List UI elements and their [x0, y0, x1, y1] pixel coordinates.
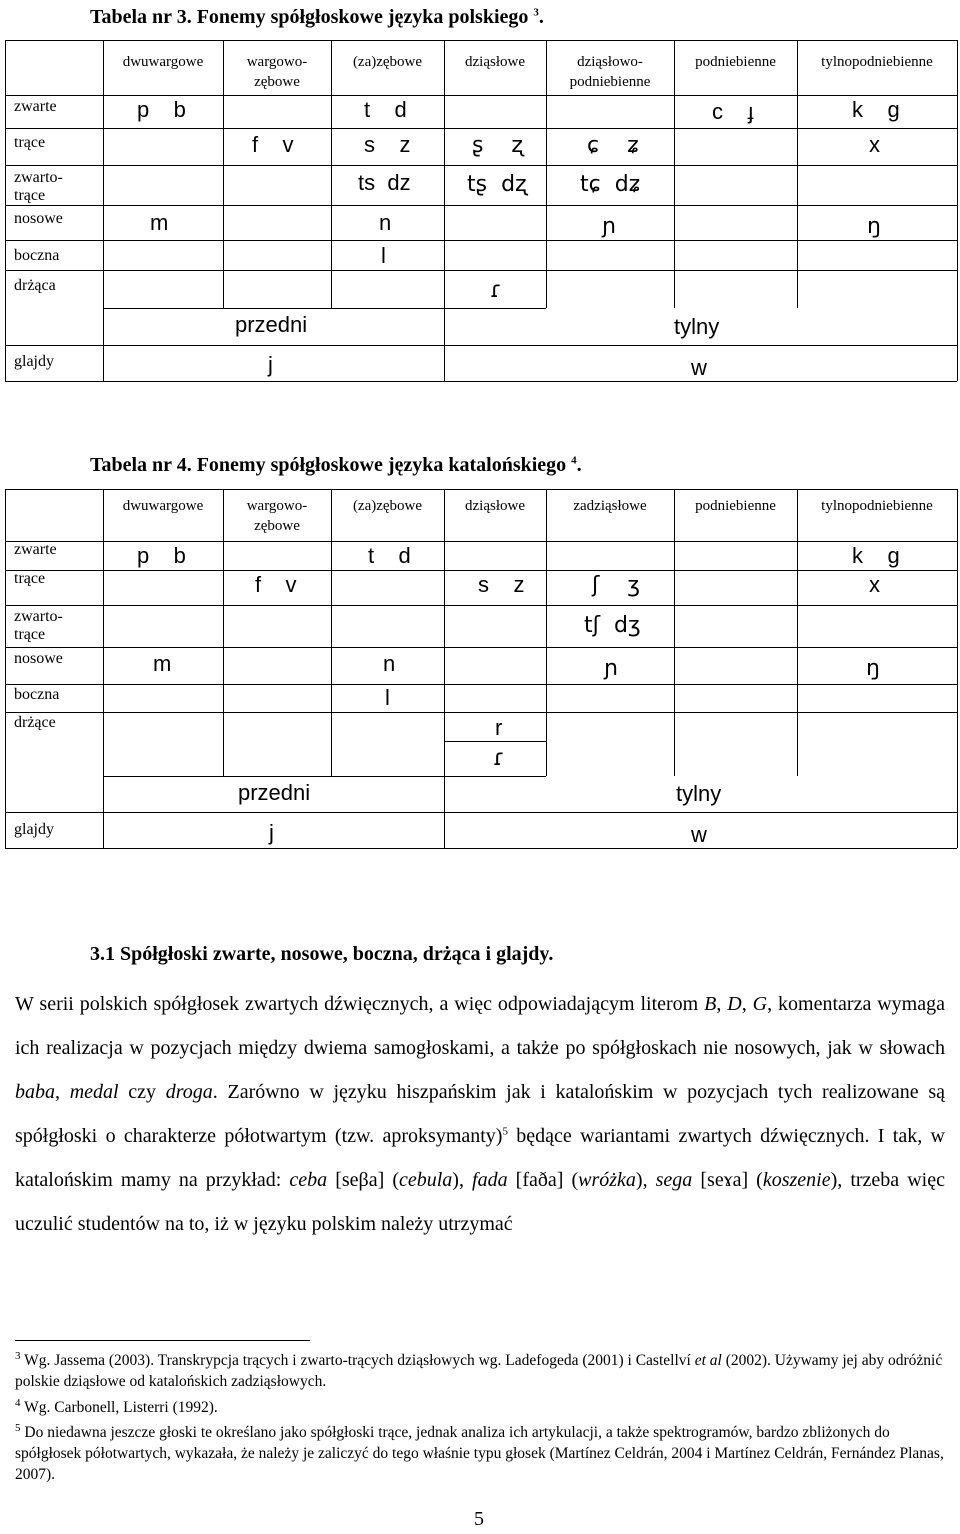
t4-boczna-dental: l — [385, 685, 390, 710]
t3-trace-velar: x — [869, 132, 880, 157]
t3-zt-dental: ts dz — [358, 170, 411, 195]
t3-row-zwartotrace: zwarto- trące — [14, 169, 63, 204]
t4-trace-labiodental: f v — [255, 572, 297, 597]
t4-row-zwartotrace: zwarto- trące — [14, 608, 63, 643]
t3-zwarte-velar: k g — [852, 97, 900, 122]
t3-zwarte-dental: t d — [364, 97, 407, 122]
t3-glajdy-back: w — [691, 355, 707, 380]
t3-row-drzaca: drżąca — [14, 277, 56, 294]
t4-nosowe-bilabial: m — [153, 651, 172, 676]
t3-col-dziaslowopodniebienne: dziąsłowo- podniebienne — [569, 54, 651, 90]
footnote-3: $^3$ Wg. Jassema (2003). Transkrypcja trących i zwarto-trących dziąsłowych wg. Ladefogeda (2001) i Castellví et al (2002). Używamy jej aby odróżnić polskie dziąsłowe od katalońskich zadziąsłowych. — [15, 1349, 943, 1390]
t3-nosowe-dental: n — [379, 210, 392, 235]
t3-glajdy-front: j — [268, 352, 273, 377]
t4-row-trace: trące — [14, 570, 46, 587]
t4-przedni: przedni — [238, 780, 311, 805]
t3-row-zwarte: zwarte — [14, 98, 57, 115]
t3-zt-alveolopalatal: tɕ dʑ — [580, 172, 641, 197]
t4-glajdy-front: j — [269, 820, 274, 845]
t4-col-wargowozebowe: wargowo- zębowe — [246, 498, 308, 534]
t4-glajdy-back: w — [691, 822, 707, 847]
table3-caption: Tabela nr 3. Fonemy spółgłoskowe języka polskiego $^3$. — [90, 6, 544, 28]
t3-trace-dental: s z — [364, 132, 411, 157]
t4-row-glajdy: glajdy — [14, 821, 54, 838]
page-number: 5 — [474, 1508, 484, 1530]
footnote-4: $^4$ Wg. Carbonell, Listerri (1992). — [15, 1396, 218, 1416]
t3-boczna-dental: l — [381, 243, 386, 268]
footnote-ref-4[interactable]: 4 — [571, 454, 577, 467]
footnote-ref-5[interactable]: 5 — [502, 1125, 508, 1138]
t3-row-trace: trące — [14, 134, 46, 151]
t4-col-tylnopodniebienne: tylnopodniebienne — [821, 498, 933, 514]
t4-row-boczna: boczna — [14, 686, 60, 703]
section-heading: 3.1 Spółgłoski zwarte, nosowe, boczna, drżąca i glajdy. — [90, 943, 554, 965]
t4-trace-velar: x — [869, 572, 880, 597]
t3-col-wargowozebowe: wargowo- zębowe — [246, 54, 308, 90]
t3-tylny: tylny — [674, 314, 720, 339]
t4-row-zwarte: zwarte — [14, 541, 57, 558]
t4-trace-postalveolar: ʃ ʒ — [592, 573, 641, 598]
t3-nosowe-palatal: ɲ — [602, 214, 617, 239]
t4-drzace-trill: r — [495, 715, 503, 740]
body-paragraph: W serii polskich spółgłosek zwartych dźwięcznych, a więc odpowiadającym literom B, D, G, komentarza wymaga ich realizacja w pozycjach między dwiema samogłoskami, a także po spółgłoskach nie nosowych, jak w słowach baba, medal czy droga. Zarówno w języku hiszpańskim jak i katalońskim w pozycjach tych realizowane są spółgłoski o charakterze półotwartym (tzw. aproksymanty)$^5$ będące wariantami zwartych dźwięcznych. I tak, w katalońskim mamy na przykład: ceba [seβa] (cebula), fada [faða] (wróżka), sega [seɤa] (koszenie), trzeba więc uczulić studentów na to, iż w języku polskim należy utrzymać — [15, 993, 945, 1235]
t4-trace-alveolar: s z — [478, 572, 525, 597]
t4-col-dwuwargowe: dwuwargowe — [122, 498, 204, 514]
t3-przedni: przedni — [235, 312, 308, 337]
t4-nosowe-velar: ŋ — [866, 656, 880, 681]
t3-trace-alveolopalatal: ɕ ʑ — [587, 133, 639, 158]
footnote-5: $^5$ Do niedawna jeszcze głoski te określano jako spółgłoski trące, jednak analiza ich artykulacji, a także spektrogramów, bardzo zbliżonych do spółgłosek półotwartych, wykazała, że należy je zaliczyć do tego właśnie typu głosek (Martínez Celdrán, 2004 i Martínez Celdrán, Fernández Planas, 2007). — [15, 1421, 944, 1483]
t4-col-podniebienne: podniebienne — [695, 498, 776, 514]
t3-trace-alveolar: ʂ ʐ — [472, 133, 523, 158]
t4-nosowe-dental: n — [383, 651, 396, 676]
t3-nosowe-bilabial: m — [150, 210, 169, 235]
t4-row-drzace: drżące — [14, 714, 56, 731]
t4-nosowe-palatal: ɲ — [604, 656, 619, 681]
t3-col-podniebienne: podniebienne — [695, 54, 776, 70]
t3-zt-alveolar: tʂ dʐ — [467, 172, 527, 197]
t4-row-nosowe: nosowe — [14, 650, 63, 667]
t3-col-zazebowe: (za)zębowe — [352, 54, 423, 70]
t3-zwarte-palatal: c ɟ — [712, 99, 754, 124]
footnote-separator — [15, 1340, 310, 1341]
t4-col-zazebowe: (za)zębowe — [352, 498, 423, 514]
t4-tylny: tylny — [676, 781, 722, 806]
t3-col-dwuwargowe: dwuwargowe — [122, 54, 204, 70]
table4-caption: Tabela nr 4. Fonemy spółgłoskowe języka katalońskiego $^4$. — [90, 454, 582, 476]
t4-col-zadziaslowe: zadziąsłowe — [573, 498, 647, 514]
t3-col-dziaslowe: dziąsłowe — [465, 54, 525, 70]
t3-col-tylnopodniebienne: tylnopodniebienne — [821, 54, 933, 70]
t3-row-nosowe: nosowe — [14, 210, 63, 227]
t4-drzace-flap: ɾ — [493, 746, 505, 771]
t4-col-dziaslowe: dziąsłowe — [465, 498, 525, 514]
t3-nosowe-velar: ŋ — [867, 214, 881, 239]
t3-drzaca-alveolar: ɾ — [490, 278, 502, 303]
t4-zwarte-dental: t d — [368, 543, 411, 568]
t3-trace-labiodental: f v — [252, 132, 294, 157]
t3-row-boczna: boczna — [14, 247, 60, 264]
footnote-ref-3[interactable]: 3 — [533, 6, 539, 19]
t3-row-glajdy: glajdy — [14, 353, 54, 370]
t4-zt-postalveolar: tʃ dʒ — [584, 613, 641, 638]
t3-zwarte-bilabial: p b — [137, 97, 186, 122]
t4-zwarte-bilabial: p b — [137, 543, 186, 568]
t4-zwarte-velar: k g — [852, 543, 900, 568]
